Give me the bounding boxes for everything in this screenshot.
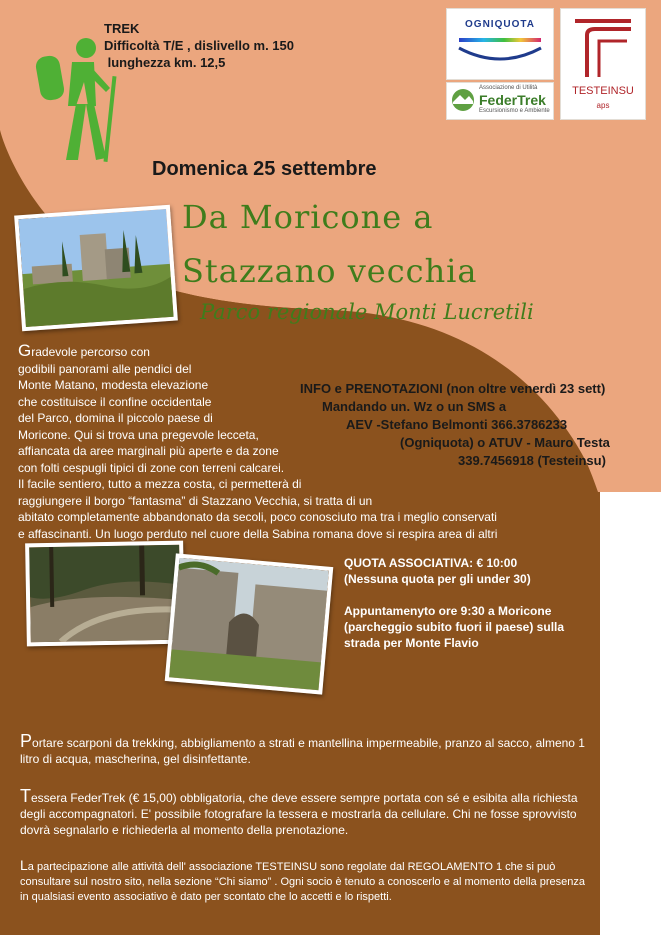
rules-text: a partecipazione alle attività dell' associazione TESTEINSU sono regolate dal REGOLAMENTO 1 che si può consultare sul nostro sito, nella sezione “Chi siamo” . Ogni socio è tenuto a conoscerlo e al momento della presenza in qualsiasi evento associativo è dato per scontato che lo accetti e lo rispetti.: [20, 861, 585, 903]
quota-line1: QUOTA ASSOCIATIVA: € 10:00: [344, 556, 518, 570]
appointment-line2: (parcheggio subito fuori il paese) sulla: [344, 620, 565, 634]
ogniquota-logo-text: OGNIQUOTA: [465, 19, 535, 30]
federtrek-name: FederTrek: [479, 92, 546, 108]
testeinsu-emblem: [569, 15, 637, 79]
description-line-4: del Parco, domina il piccolo paese di: [18, 411, 213, 425]
trek-length: lunghezza km. 12,5: [104, 55, 226, 70]
trek-difficulty: Difficoltà T/E , dislivello m. 150: [104, 38, 294, 53]
forest-path-image: [29, 545, 181, 643]
card-initial: T: [20, 786, 31, 806]
description-line-2: Monte Matano, modesta elevazione: [18, 378, 209, 392]
event-title-line2: Stazzano vecchia: [182, 252, 478, 290]
info-line3: AEV -Stefano Belmonti 366.3786233: [346, 417, 568, 432]
info-line1: INFO e PRENOTAZIONI (non oltre venerdì 23 sett): [300, 381, 606, 396]
trek-label: TREK: [104, 21, 140, 36]
equipment-initial: P: [20, 731, 33, 751]
photo-village-ruins: [165, 553, 334, 694]
testeinsu-name: TESTEINSU: [572, 85, 634, 97]
description-line-8: Il facile sentiero, tutto a mezza costa, ci permetterà di: [18, 477, 302, 491]
castle-ruins-image: [18, 209, 173, 327]
rules-initial: L: [20, 857, 28, 873]
federtrek-sub: Escursionismo e Ambiente: [479, 108, 550, 114]
description-line-5: Moricone. Qui si trova una pregevole lecceta,: [18, 427, 259, 442]
description-initial: G: [18, 341, 32, 360]
quota-block: [344, 555, 604, 651]
appointment-line3: strada per Monte Flavio: [344, 636, 479, 650]
rules-paragraph: [20, 858, 590, 905]
testeinsu-logo: [560, 8, 646, 120]
trek-info: [104, 20, 294, 71]
description-line-3: che costituisce il confine occidentale: [18, 394, 212, 409]
equipment-paragraph: [20, 733, 590, 767]
photo-forest-path: [25, 541, 185, 647]
event-date: Domenica 25 settembre: [152, 158, 377, 180]
info-line5: 339.7456918 (Testeinsu): [458, 453, 606, 468]
description-line-7: con folti cespugli tipici di zone con terreni calcarei.: [18, 460, 285, 475]
ogniquota-emblem: [447, 30, 553, 70]
appointment-line1: Appuntamenyto ore 9:30 a Moricone: [344, 604, 552, 618]
description-line-6: affiancata da aree marginali più aperte e da zone: [18, 444, 279, 458]
description-line-9: raggiungere il borgo “fantasma” di Stazzano Vecchia, si tratta di un: [18, 493, 373, 508]
event-title-line1: Da Moricone a: [182, 198, 434, 236]
ogniquota-logo: [446, 8, 554, 80]
event-subtitle: Parco regionale Monti Lucretili: [200, 300, 534, 324]
info-block: [300, 380, 610, 470]
description-line-10: abitato completamente abbandonato da secoli, poco conosciuto ma tra i meglio conservati: [18, 510, 497, 524]
photo-castle-ruins: [14, 205, 178, 332]
federtrek-logo: [446, 82, 554, 120]
federtrek-small-text: Associazione di Utilità: [479, 85, 538, 91]
info-line2: Mandando un. Wz o un SMS a: [322, 399, 507, 414]
village-ruins-image: [169, 558, 329, 691]
description-line-0-text: radevole percorso con: [31, 345, 150, 359]
testeinsu-sub: aps: [596, 101, 610, 110]
info-line4: (Ogniquota) o ATUV - Mauro Testa: [400, 435, 610, 450]
federtrek-emblem: [451, 88, 475, 112]
description-line-0: [18, 343, 578, 361]
card-text: essera FederTrek (€ 15,00) obbligatoria, che deve essere sempre portata con sé e esibita alla richiesta degli accompagnatori. E' possibile fotografare la tessera e mostrarla da cellulare. Chi ne fosse sprovvisto dovrà segnalarlo e richiederla al momento della prenotazione.: [20, 791, 578, 837]
description-line-11: e affascinanti. Un luogo perduto nel cuore della Sabina romana dove si respira area di altri: [18, 526, 498, 541]
description-line-1: godibili panorami alle pendici del: [18, 361, 192, 376]
card-paragraph: [20, 788, 590, 838]
quota-line2: (Nessuna quota per gli under 30): [344, 572, 531, 586]
equipment-text: ortare scarponi da trekking, abbigliamento a strati e mantellina impermeabile, pranzo al sacco, almeno 1 litro di acqua, mascherina, gel disinfettante.: [20, 736, 585, 766]
